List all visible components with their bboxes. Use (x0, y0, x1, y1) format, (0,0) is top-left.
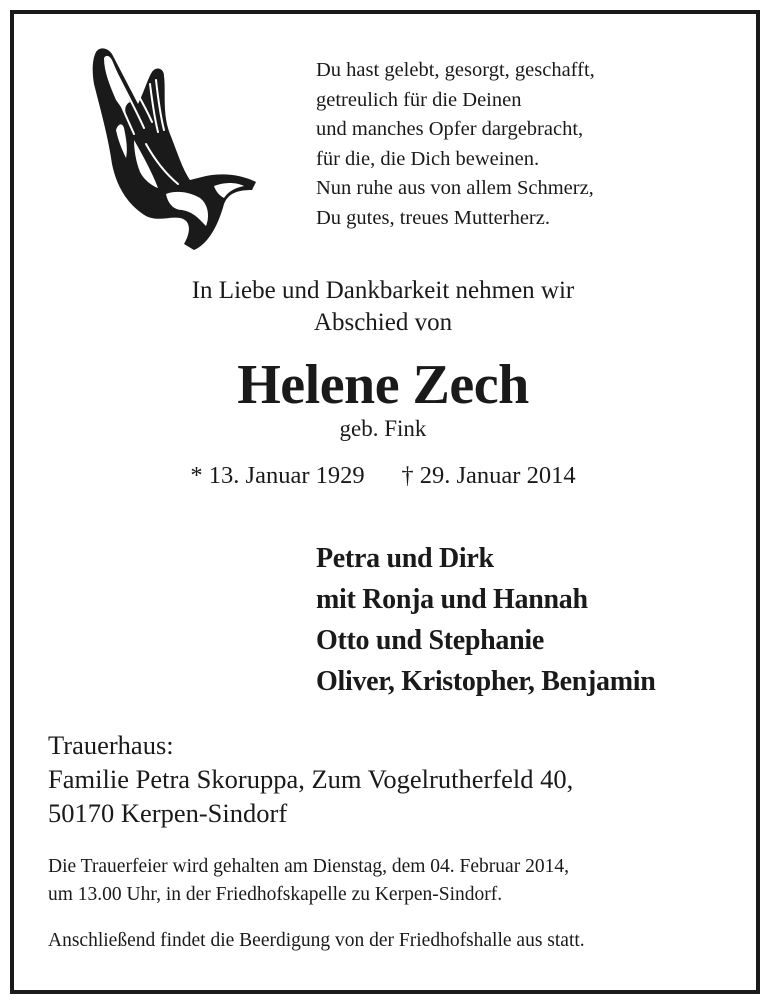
poem-line: und manches Opfer dargebracht, (316, 118, 584, 140)
death-date: † 29. Januar 2014 (401, 462, 576, 489)
burial-info: Anschließend findet die Beerdigung von der Friedhofshalle aus statt. (48, 930, 585, 951)
service-line: um 13.00 Uhr, in der Friedhofskapelle zu Kerpen-Sindorf. (48, 884, 503, 905)
trauerhaus-block (48, 728, 573, 830)
poem-line: Du gutes, treues Mutterherz. (316, 206, 550, 229)
life-dates (0, 462, 766, 490)
mourners-list (316, 538, 656, 702)
mourner-line: Petra und Dirk (316, 543, 494, 574)
service-line: Die Trauerfeier wird gehalten am Dienstag, dem 04. Februar 2014, (48, 856, 569, 877)
poem-line: für die, die Dich beweinen. (316, 147, 540, 170)
trauerhaus-address-line: Familie Petra Skoruppa, Zum Vogelrutherfeld 40, (48, 764, 574, 794)
mourner-line: mit Ronja und Hannah (316, 584, 588, 615)
praying-hands-icon (86, 44, 260, 252)
poem-line: Du hast gelebt, gesorgt, geschafft, (316, 59, 595, 81)
poem-line: Nun ruhe aus von allem Schmerz, (316, 177, 594, 199)
trauerhaus-label: Trauerhaus: (48, 730, 174, 760)
poem-line: getreulich für die Deinen (316, 88, 522, 111)
intro-line: Abschied von (313, 309, 453, 336)
funeral-service-info (48, 853, 569, 909)
intro-text (0, 275, 766, 339)
mourner-line: Oliver, Kristopher, Benjamin (316, 666, 656, 697)
intro-line: In Liebe und Dankbarkeit nehmen wir (191, 277, 575, 304)
deceased-name: Helene Zech (237, 354, 529, 416)
birth-name: geb. Fink (339, 416, 427, 441)
birth-date: * 13. Januar 1929 (190, 462, 365, 489)
mourner-line: Otto und Stephanie (316, 625, 544, 656)
poem (316, 56, 595, 233)
trauerhaus-address-line: 50170 Kerpen-Sindorf (48, 798, 288, 828)
